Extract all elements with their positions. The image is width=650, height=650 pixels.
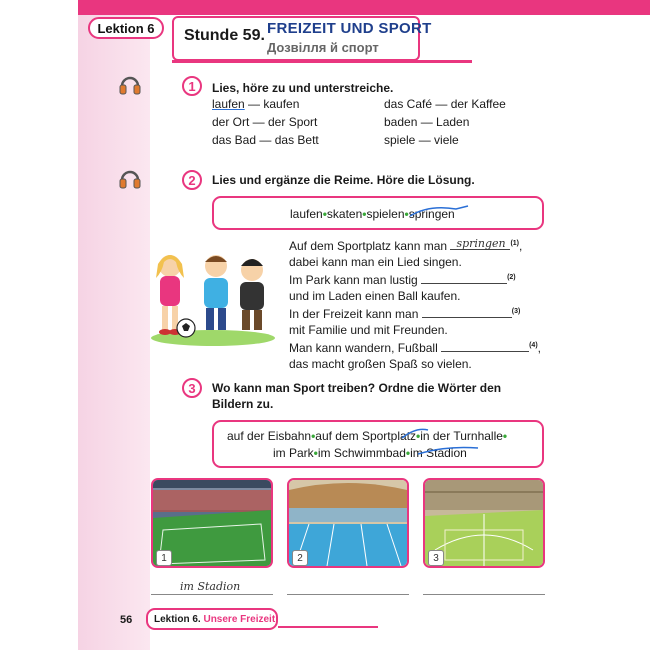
lesson-subtitle: Дозвілля й спорт	[267, 40, 379, 55]
bullet-dot: •	[362, 207, 367, 221]
underlined-word: laufen	[212, 97, 245, 111]
place-phrase: im Schwimmbad	[317, 446, 406, 460]
word-pair-rest: — das Bett	[256, 133, 319, 147]
footer-lektion: Lektion 6.	[154, 614, 201, 625]
poem-line-3	[289, 270, 541, 288]
footer-topic: Unsere Freizeit	[203, 614, 276, 625]
children-playing-football-illustration	[148, 238, 278, 346]
blank-1	[450, 238, 510, 250]
poem-line-6: mit Familie und mit Freunden.	[289, 323, 448, 337]
place-phrase: auf dem Sportplatz	[315, 429, 416, 443]
task-1-title: Lies, höre zu und unterstreiche.	[212, 81, 394, 95]
poem-line-2: dabei kann man ein Lied singen.	[289, 255, 462, 269]
task-3-title-line-1: Wo kann man Sport treiben? Ordne die Wörter den	[212, 381, 502, 395]
answer-line-2[interactable]	[287, 594, 409, 595]
poem-text: In der Freizeit kann man	[289, 307, 419, 321]
task-1-col2-row-3: spiele — viele	[384, 133, 459, 147]
blank-2[interactable]	[421, 272, 507, 284]
task-2-number: 2	[182, 170, 202, 190]
footnote-marker: (2)	[507, 274, 516, 281]
footnote-marker: (3)	[511, 308, 521, 315]
place-phrase: auf der Eisbahn	[227, 429, 312, 443]
blank-4[interactable]	[441, 340, 529, 352]
bullet-dot: •	[416, 429, 421, 443]
photo-number-3: 3	[428, 550, 444, 566]
poem-text: Im Park kann man lustig	[289, 273, 418, 287]
poem-line-5	[289, 304, 541, 322]
top-pink-band	[78, 0, 650, 15]
handwritten-answer: springen	[456, 237, 506, 250]
bullet-dot: •	[404, 207, 409, 221]
poem-text: Man kann wandern, Fußball	[289, 341, 438, 355]
headphones-icon	[118, 72, 142, 96]
place-phrase: in der Turnhalle	[420, 429, 503, 443]
task-2-title: Lies und ergänze die Reime. Höre die Lösung.	[212, 173, 475, 187]
header-underline	[172, 60, 472, 63]
lektion-tab: Lektion 6	[88, 17, 164, 39]
left-pink-stripe	[78, 0, 150, 650]
word-pair-first: das Bad	[212, 133, 257, 147]
word-pair-rest: — der Sport	[249, 115, 318, 129]
rhyme-word: laufen	[290, 207, 323, 221]
bullet-dot: •	[502, 429, 508, 443]
photo-number-2: 2	[292, 550, 308, 566]
task-1-col2-row-1: das Café — der Kaffee	[384, 97, 506, 111]
place-phrase: im Park	[273, 446, 314, 460]
bullet-dot: •	[311, 429, 316, 443]
bullet-dot: •	[405, 446, 411, 460]
lesson-title: FREIZEIT UND SPORT	[267, 20, 432, 37]
strikethrough-mark	[408, 204, 472, 220]
poem-line-4: und im Laden einen Ball kaufen.	[289, 289, 461, 303]
strikethrough-marks	[398, 424, 508, 458]
poem-line-1	[289, 236, 541, 254]
poem-line-7	[289, 338, 541, 356]
rhyme-poem	[289, 236, 541, 372]
footnote-marker: (1)	[510, 240, 519, 247]
answer-line-1[interactable]	[151, 594, 273, 595]
footnote-marker: (4)	[529, 342, 538, 349]
task-1-row-3	[212, 133, 319, 147]
task-1-number: 1	[182, 76, 202, 96]
answer-1-handwritten: im Stadion	[180, 580, 241, 593]
task-1-row-1	[212, 97, 299, 111]
lesson-number: Stunde 59.	[184, 27, 265, 44]
rhyme-word: springen	[408, 207, 455, 221]
headphones-icon	[118, 166, 142, 190]
answer-line-3[interactable]	[423, 594, 545, 595]
word-pair-first: der Ort	[212, 115, 250, 129]
task-3-number: 3	[182, 378, 202, 398]
footer-rule	[278, 626, 378, 628]
word-pair-rest: — kaufen	[244, 97, 300, 111]
task-3-title-line-2: Bildern zu.	[212, 397, 274, 411]
punctuation: ,	[519, 239, 523, 253]
punctuation: ,	[537, 341, 541, 355]
photo-number-1: 1	[156, 550, 172, 566]
page-number: 56	[120, 614, 133, 626]
rhyme-word: spielen	[366, 207, 405, 221]
place-phrase: im Stadion	[410, 446, 467, 460]
blank-3[interactable]	[422, 306, 512, 318]
task-1-row-2	[212, 115, 317, 129]
bullet-dot: •	[322, 207, 327, 221]
poem-line-8: das macht großen Spaß so vielen.	[289, 357, 472, 371]
poem-text: Auf dem Sportplatz kann man	[289, 239, 448, 253]
bullet-dot: •	[313, 446, 318, 460]
rhyme-word: skaten	[326, 207, 363, 221]
task-1-col2-row-2: baden — Laden	[384, 115, 470, 129]
footer-label	[154, 614, 275, 625]
